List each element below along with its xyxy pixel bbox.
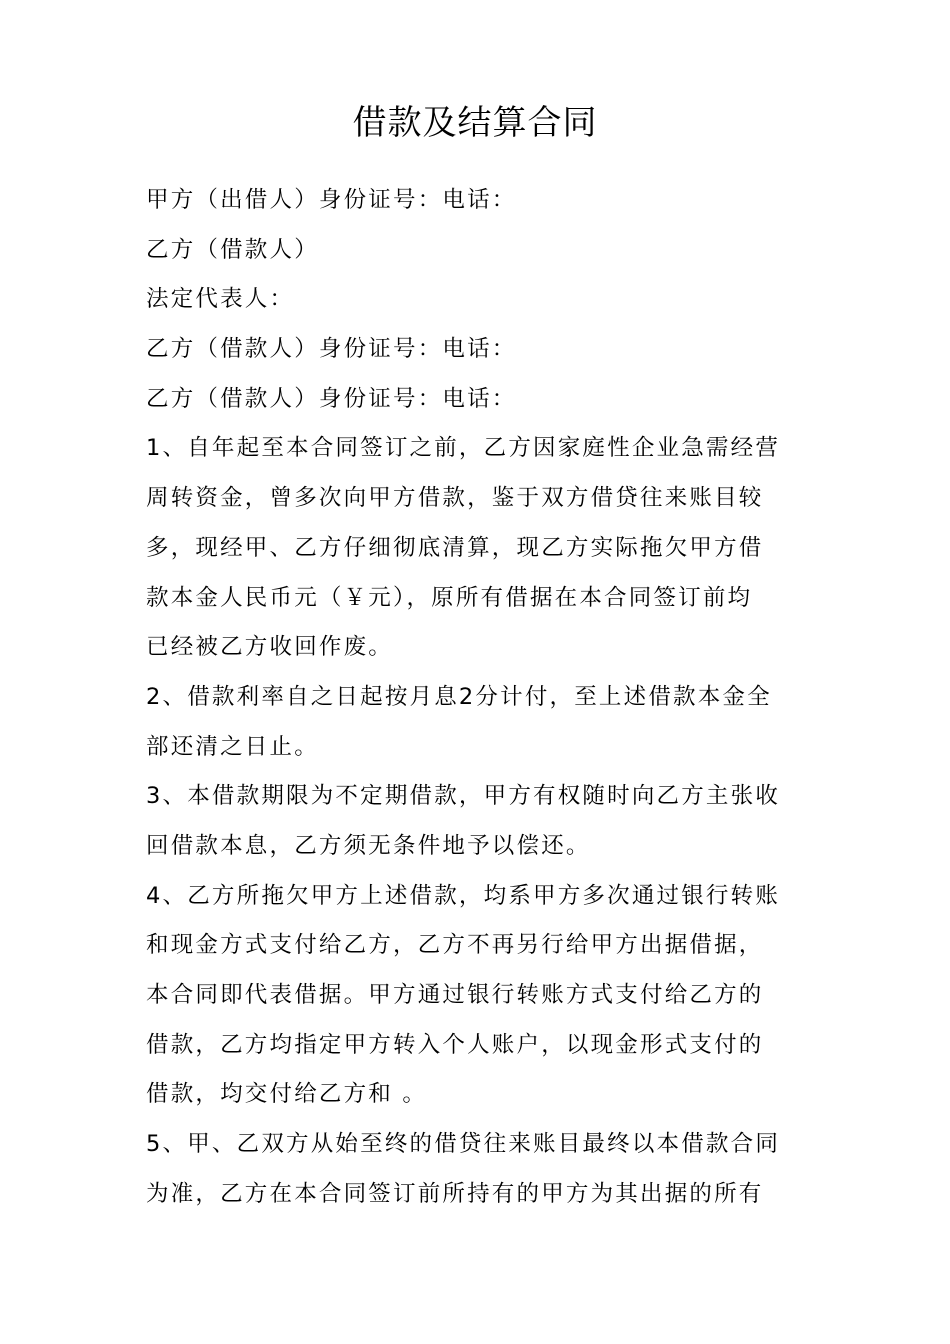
text-line: 2、借款利率自之日起按月息2分计付，至上述借款本金全 [146, 683, 772, 710]
text-line-party-b: 乙方（借款人） [146, 236, 319, 263]
text-line-party-b-id-1: 乙方（借款人）身份证号：电话： [146, 336, 517, 363]
text-line: 为准，乙方在本合同签订前所持有的甲方为其出据的所有 [146, 1180, 764, 1207]
text-line: 5、甲、乙双方从始至终的借贷往来账目最终以本借款合同 [146, 1131, 781, 1158]
text-line: 1、自年起至本合同签订之前，乙方因家庭性企业急需经营 [146, 435, 781, 462]
text-line: 3、本借款期限为不定期借款，甲方有权随时向乙方主张收 [146, 783, 781, 810]
document-title: 借款及结算合同 [352, 103, 598, 143]
text-line-party-b-id-2: 乙方（借款人）身份证号：电话： [146, 385, 517, 412]
text-line: 已经被乙方收回作废。 [146, 634, 394, 661]
text-line: 借款，乙方均指定甲方转入个人账户，以现金形式支付的 [146, 1031, 764, 1058]
text-line: 款本金人民币元（￥元），原所有借据在本合同签订前均 [146, 584, 753, 611]
text-line: 和现金方式支付给乙方，乙方不再另行给甲方出据借据， [146, 932, 764, 959]
text-line: 本合同即代表借据。甲方通过银行转账方式支付给乙方的 [146, 982, 764, 1008]
text-line-party-a: 甲方（出借人）身份证号：电话： [146, 187, 517, 213]
text-line: 4、乙方所拖欠甲方上述借款，均系甲方多次通过银行转账 [146, 882, 781, 909]
text-line: 部还清之日止。 [146, 733, 319, 760]
text-line: 借款，均交付给乙方和 。 [146, 1081, 428, 1108]
text-line: 回借款本息，乙方须无条件地予以偿还。 [146, 832, 591, 859]
text-line: 周转资金，曾多次向甲方借款，鉴于双方借贷往来账目较 [146, 485, 764, 512]
text-line-legal-representative: 法定代表人： [146, 286, 295, 313]
document-body [146, 176, 806, 1219]
text-line: 多，现经甲、乙方仔细彻底清算，现乙方实际拖欠甲方借 [146, 534, 764, 561]
